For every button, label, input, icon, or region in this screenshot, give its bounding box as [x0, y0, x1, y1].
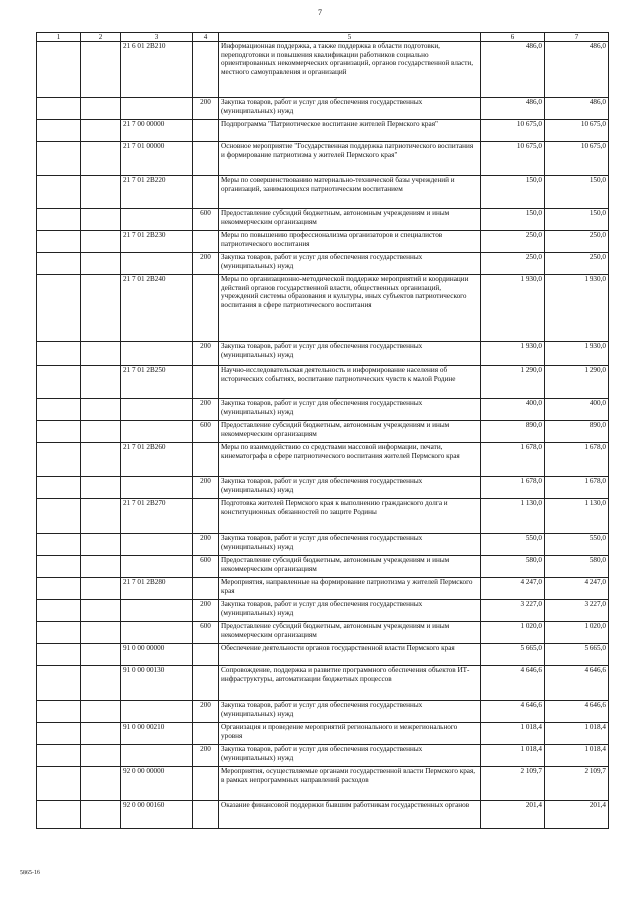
cell-classifier-code: [121, 534, 193, 556]
cell-description: Закупка товаров, работ и услуг для обеспечения государственных (муниципальных) нужд: [219, 745, 481, 767]
cell-col-2: [81, 622, 121, 644]
cell-col-2: [81, 42, 121, 98]
table-row: [37, 644, 609, 666]
cell-amount-col-6: 4 646,6: [481, 666, 545, 701]
cell-expense-type: [193, 120, 219, 142]
cell-col-2: [81, 666, 121, 701]
cell-description: Меры по взаимодействию со средствами массовой информации, печати, кинематографа в сфере патриотического воспитания жителей Пермского края: [219, 443, 481, 477]
column-header-6: 6: [481, 33, 545, 42]
cell-col-2: [81, 366, 121, 399]
cell-amount-col-6: 1 130,0: [481, 499, 545, 534]
column-header-7: 7: [545, 33, 609, 42]
table-row: [37, 556, 609, 578]
cell-description: Предоставление субсидий бюджетным, автономным учреждениям и иным некоммерческим организациям: [219, 622, 481, 644]
cell-amount-col-6: 4 646,6: [481, 701, 545, 723]
cell-expense-type: 600: [193, 209, 219, 231]
table-row: [37, 723, 609, 745]
cell-amount-col-7: 150,0: [545, 209, 609, 231]
cell-classifier-code: 21 7 01 00000: [121, 142, 193, 176]
cell-col-2: [81, 556, 121, 578]
cell-col-2: [81, 701, 121, 723]
cell-col-1: [37, 556, 81, 578]
cell-description: Меры по организационно-методической поддержке мероприятий и координации действий органов государственной власти, общественных организаций, учреждений системы образования и культуры, иных субъектов патриотического воспитания в сфере патриотического воспитания: [219, 275, 481, 342]
cell-col-1: [37, 366, 81, 399]
cell-amount-col-6: 550,0: [481, 534, 545, 556]
cell-col-2: [81, 399, 121, 421]
cell-expense-type: 600: [193, 421, 219, 443]
cell-expense-type: [193, 767, 219, 801]
cell-amount-col-6: 890,0: [481, 421, 545, 443]
cell-description: Сопровождение, поддержка и развитие программного обеспечения объектов ИТ-инфраструктуры, автоматизации бюджетных процессов: [219, 666, 481, 701]
cell-description: Меры по повышению профессионализма организаторов и специалистов патриотического воспитания: [219, 231, 481, 253]
cell-amount-col-6: 486,0: [481, 42, 545, 98]
cell-col-2: [81, 499, 121, 534]
cell-description: Закупка товаров, работ и услуг для обеспечения государственных (муниципальных) нужд: [219, 98, 481, 120]
table-row: [37, 42, 609, 98]
column-header-2: 2: [81, 33, 121, 42]
cell-col-1: [37, 600, 81, 622]
cell-col-2: [81, 644, 121, 666]
cell-col-1: [37, 622, 81, 644]
cell-expense-type: [193, 644, 219, 666]
cell-amount-col-7: 1 930,0: [545, 342, 609, 366]
cell-col-1: [37, 142, 81, 176]
cell-col-2: [81, 231, 121, 253]
cell-description: Предоставление субсидий бюджетным, автономным учреждениям и иным некоммерческим организациям: [219, 209, 481, 231]
cell-amount-col-7: 10 675,0: [545, 120, 609, 142]
cell-col-2: [81, 275, 121, 342]
cell-amount-col-6: 486,0: [481, 98, 545, 120]
column-header-3: 3: [121, 33, 193, 42]
cell-classifier-code: [121, 600, 193, 622]
cell-amount-col-6: 1 678,0: [481, 477, 545, 499]
cell-description: Закупка товаров, работ и услуг для обеспечения государственных (муниципальных) нужд: [219, 701, 481, 723]
cell-col-1: [37, 723, 81, 745]
cell-col-2: [81, 421, 121, 443]
cell-description: Закупка товаров, работ и услуг для обеспечения государственных (муниципальных) нужд: [219, 399, 481, 421]
cell-expense-type: [193, 499, 219, 534]
cell-amount-col-7: 1 130,0: [545, 499, 609, 534]
table-row: [37, 622, 609, 644]
cell-classifier-code: 92 0 00 00160: [121, 801, 193, 829]
table-row: [37, 421, 609, 443]
cell-col-1: [37, 176, 81, 209]
table-row: [37, 275, 609, 342]
table-row: [37, 209, 609, 231]
cell-amount-col-6: 1 018,4: [481, 723, 545, 745]
cell-expense-type: [193, 42, 219, 98]
table-row: [37, 801, 609, 829]
cell-amount-col-7: 1 290,0: [545, 366, 609, 399]
cell-classifier-code: 91 0 00 00130: [121, 666, 193, 701]
cell-expense-type: [193, 231, 219, 253]
cell-amount-col-7: 5 665,0: [545, 644, 609, 666]
cell-classifier-code: 21 7 01 2В280: [121, 578, 193, 600]
cell-description: Научно-исследовательская деятельность и информирование населения об исторических событиях, воспитание патриотических чувств к малой Родине: [219, 366, 481, 399]
cell-col-1: [37, 477, 81, 499]
cell-expense-type: [193, 275, 219, 342]
cell-col-2: [81, 142, 121, 176]
cell-classifier-code: [121, 253, 193, 275]
cell-classifier-code: 21 7 01 2В260: [121, 443, 193, 477]
cell-amount-col-7: 550,0: [545, 534, 609, 556]
cell-amount-col-7: 2 109,7: [545, 767, 609, 801]
table-row: [37, 176, 609, 209]
cell-col-1: [37, 534, 81, 556]
cell-amount-col-6: 1 930,0: [481, 342, 545, 366]
cell-description: Основное мероприятие "Государственная поддержка патриотического воспитания и формирование патриотизма у жителей Пермского края": [219, 142, 481, 176]
cell-col-1: [37, 499, 81, 534]
cell-amount-col-7: 1 930,0: [545, 275, 609, 342]
cell-col-2: [81, 534, 121, 556]
cell-expense-type: 200: [193, 477, 219, 499]
cell-col-1: [37, 98, 81, 120]
footer-code: 5865-16: [19, 869, 41, 877]
cell-amount-col-7: 150,0: [545, 176, 609, 209]
cell-expense-type: 200: [193, 745, 219, 767]
cell-classifier-code: [121, 421, 193, 443]
column-header-5: 5: [219, 33, 481, 42]
cell-classifier-code: 21 6 01 2В210: [121, 42, 193, 98]
cell-classifier-code: [121, 477, 193, 499]
cell-amount-col-6: 2 109,7: [481, 767, 545, 801]
cell-classifier-code: 21 7 01 2В250: [121, 366, 193, 399]
table-row: [37, 534, 609, 556]
cell-amount-col-6: 1 018,4: [481, 745, 545, 767]
column-header-4: 4: [193, 33, 219, 42]
header-row: [37, 33, 609, 42]
cell-classifier-code: [121, 745, 193, 767]
cell-col-2: [81, 578, 121, 600]
table-row: [37, 443, 609, 477]
cell-amount-col-6: 150,0: [481, 209, 545, 231]
table-row: [37, 666, 609, 701]
table-body: [37, 42, 609, 829]
cell-col-2: [81, 745, 121, 767]
table-row: [37, 499, 609, 534]
cell-classifier-code: 21 7 00 00000: [121, 120, 193, 142]
cell-col-2: [81, 209, 121, 231]
cell-col-2: [81, 98, 121, 120]
cell-col-2: [81, 120, 121, 142]
cell-amount-col-6: 10 675,0: [481, 120, 545, 142]
cell-expense-type: 200: [193, 701, 219, 723]
cell-expense-type: 200: [193, 600, 219, 622]
cell-expense-type: [193, 801, 219, 829]
column-header-1: 1: [37, 33, 81, 42]
cell-amount-col-7: 1 678,0: [545, 443, 609, 477]
cell-amount-col-6: 250,0: [481, 253, 545, 275]
cell-description: Закупка товаров, работ и услуг для обеспечения государственных (муниципальных) нужд: [219, 342, 481, 366]
cell-description: Предоставление субсидий бюджетным, автономным учреждениям и иным некоммерческим организациям: [219, 556, 481, 578]
cell-col-1: [37, 801, 81, 829]
table-row: [37, 142, 609, 176]
cell-description: Меры по совершенствованию материально-технической базы учреждений и организаций, занимающихся патриотическим воспитанием: [219, 176, 481, 209]
cell-description: Информационная поддержка, а также поддержка в области подготовки, переподготовки и повышения квалификации работников социально ориентированных некоммерческих организаций, органов государственной власти, местного самоуправления и организаций: [219, 42, 481, 98]
cell-expense-type: [193, 176, 219, 209]
cell-col-1: [37, 578, 81, 600]
cell-description: Организация и проведение мероприятий регионального и межрегионального уровня: [219, 723, 481, 745]
cell-amount-col-6: 201,4: [481, 801, 545, 829]
cell-classifier-code: 21 7 01 2В220: [121, 176, 193, 209]
cell-amount-col-7: 4 646,6: [545, 701, 609, 723]
cell-expense-type: 600: [193, 556, 219, 578]
cell-classifier-code: [121, 701, 193, 723]
budget-table: [36, 32, 609, 829]
cell-classifier-code: [121, 556, 193, 578]
cell-amount-col-7: 580,0: [545, 556, 609, 578]
cell-col-1: [37, 666, 81, 701]
cell-col-1: [37, 120, 81, 142]
cell-amount-col-7: 1 020,0: [545, 622, 609, 644]
cell-classifier-code: 91 0 00 00210: [121, 723, 193, 745]
cell-expense-type: 600: [193, 622, 219, 644]
cell-description: Оказание финансовой поддержки бывшим работникам государственных органов: [219, 801, 481, 829]
cell-amount-col-7: 3 227,0: [545, 600, 609, 622]
cell-col-1: [37, 275, 81, 342]
cell-description: Мероприятия, осуществляемые органами государственной власти Пермского края, в рамках непрограммных направлений расходов: [219, 767, 481, 801]
cell-col-1: [37, 421, 81, 443]
cell-expense-type: [193, 142, 219, 176]
cell-classifier-code: 92 0 00 00000: [121, 767, 193, 801]
cell-amount-col-6: 1 020,0: [481, 622, 545, 644]
cell-amount-col-6: 10 675,0: [481, 142, 545, 176]
cell-classifier-code: [121, 98, 193, 120]
cell-col-2: [81, 477, 121, 499]
cell-col-1: [37, 231, 81, 253]
cell-amount-col-7: 400,0: [545, 399, 609, 421]
cell-classifier-code: 21 7 01 2В230: [121, 231, 193, 253]
cell-amount-col-6: 400,0: [481, 399, 545, 421]
page-number: 7: [318, 8, 322, 17]
cell-col-2: [81, 600, 121, 622]
cell-col-1: [37, 399, 81, 421]
cell-col-2: [81, 176, 121, 209]
cell-col-2: [81, 723, 121, 745]
cell-expense-type: 200: [193, 399, 219, 421]
table-row: [37, 253, 609, 275]
cell-amount-col-6: 150,0: [481, 176, 545, 209]
cell-description: Закупка товаров, работ и услуг для обеспечения государственных (муниципальных) нужд: [219, 534, 481, 556]
cell-classifier-code: 21 7 01 2В270: [121, 499, 193, 534]
cell-classifier-code: 91 0 00 00000: [121, 644, 193, 666]
cell-description: Подпрограмма "Патриотическое воспитание жителей Пермского края": [219, 120, 481, 142]
table-row: [37, 578, 609, 600]
cell-amount-col-6: 580,0: [481, 556, 545, 578]
cell-expense-type: 200: [193, 98, 219, 120]
cell-amount-col-7: 250,0: [545, 253, 609, 275]
table-row: [37, 366, 609, 399]
cell-col-1: [37, 443, 81, 477]
cell-amount-col-6: 1 290,0: [481, 366, 545, 399]
cell-classifier-code: [121, 209, 193, 231]
cell-expense-type: [193, 723, 219, 745]
cell-expense-type: [193, 578, 219, 600]
cell-col-2: [81, 342, 121, 366]
cell-description: Закупка товаров, работ и услуг для обеспечения государственных (муниципальных) нужд: [219, 253, 481, 275]
cell-classifier-code: [121, 399, 193, 421]
table-row: [37, 399, 609, 421]
table-row: [37, 120, 609, 142]
cell-col-2: [81, 801, 121, 829]
table-row: [37, 98, 609, 120]
cell-description: Предоставление субсидий бюджетным, автономным учреждениям и иным некоммерческим организациям: [219, 421, 481, 443]
cell-amount-col-7: 1 678,0: [545, 477, 609, 499]
cell-amount-col-6: 3 227,0: [481, 600, 545, 622]
cell-classifier-code: 21 7 01 2В240: [121, 275, 193, 342]
cell-expense-type: 200: [193, 342, 219, 366]
table-row: [37, 342, 609, 366]
table-row: [37, 600, 609, 622]
cell-amount-col-7: 201,4: [545, 801, 609, 829]
cell-col-2: [81, 443, 121, 477]
cell-amount-col-7: 486,0: [545, 42, 609, 98]
table-row: [37, 477, 609, 499]
cell-col-2: [81, 253, 121, 275]
table-row: [37, 231, 609, 253]
cell-amount-col-6: 4 247,0: [481, 578, 545, 600]
table-row: [37, 701, 609, 723]
cell-col-2: [81, 767, 121, 801]
table-row: [37, 767, 609, 801]
cell-amount-col-6: 1 678,0: [481, 443, 545, 477]
cell-col-1: [37, 745, 81, 767]
cell-amount-col-7: 486,0: [545, 98, 609, 120]
table-row: [37, 745, 609, 767]
cell-amount-col-7: 890,0: [545, 421, 609, 443]
cell-col-1: [37, 644, 81, 666]
cell-expense-type: [193, 443, 219, 477]
cell-col-1: [37, 701, 81, 723]
cell-description: Мероприятия, направленные на формирование патриотизма у жителей Пермского края: [219, 578, 481, 600]
cell-amount-col-7: 250,0: [545, 231, 609, 253]
cell-expense-type: [193, 366, 219, 399]
cell-col-1: [37, 342, 81, 366]
cell-amount-col-6: 250,0: [481, 231, 545, 253]
cell-description: Подготовка жителей Пермского края к выполнению гражданского долга и конституционных обязанностей по защите Родины: [219, 499, 481, 534]
cell-expense-type: 200: [193, 253, 219, 275]
cell-col-1: [37, 767, 81, 801]
cell-amount-col-6: 1 930,0: [481, 275, 545, 342]
cell-amount-col-7: 1 018,4: [545, 723, 609, 745]
cell-amount-col-7: 4 247,0: [545, 578, 609, 600]
cell-col-1: [37, 253, 81, 275]
cell-amount-col-6: 5 665,0: [481, 644, 545, 666]
cell-classifier-code: [121, 622, 193, 644]
cell-classifier-code: [121, 342, 193, 366]
cell-description: Закупка товаров, работ и услуг для обеспечения государственных (муниципальных) нужд: [219, 477, 481, 499]
cell-expense-type: 200: [193, 534, 219, 556]
cell-expense-type: [193, 666, 219, 701]
cell-amount-col-7: 1 018,4: [545, 745, 609, 767]
cell-amount-col-7: 4 646,6: [545, 666, 609, 701]
cell-col-1: [37, 209, 81, 231]
cell-amount-col-7: 10 675,0: [545, 142, 609, 176]
cell-description: Обеспечение деятельности органов государственной власти Пермского края: [219, 644, 481, 666]
cell-col-1: [37, 42, 81, 98]
cell-description: Закупка товаров, работ и услуг для обеспечения государственных (муниципальных) нужд: [219, 600, 481, 622]
